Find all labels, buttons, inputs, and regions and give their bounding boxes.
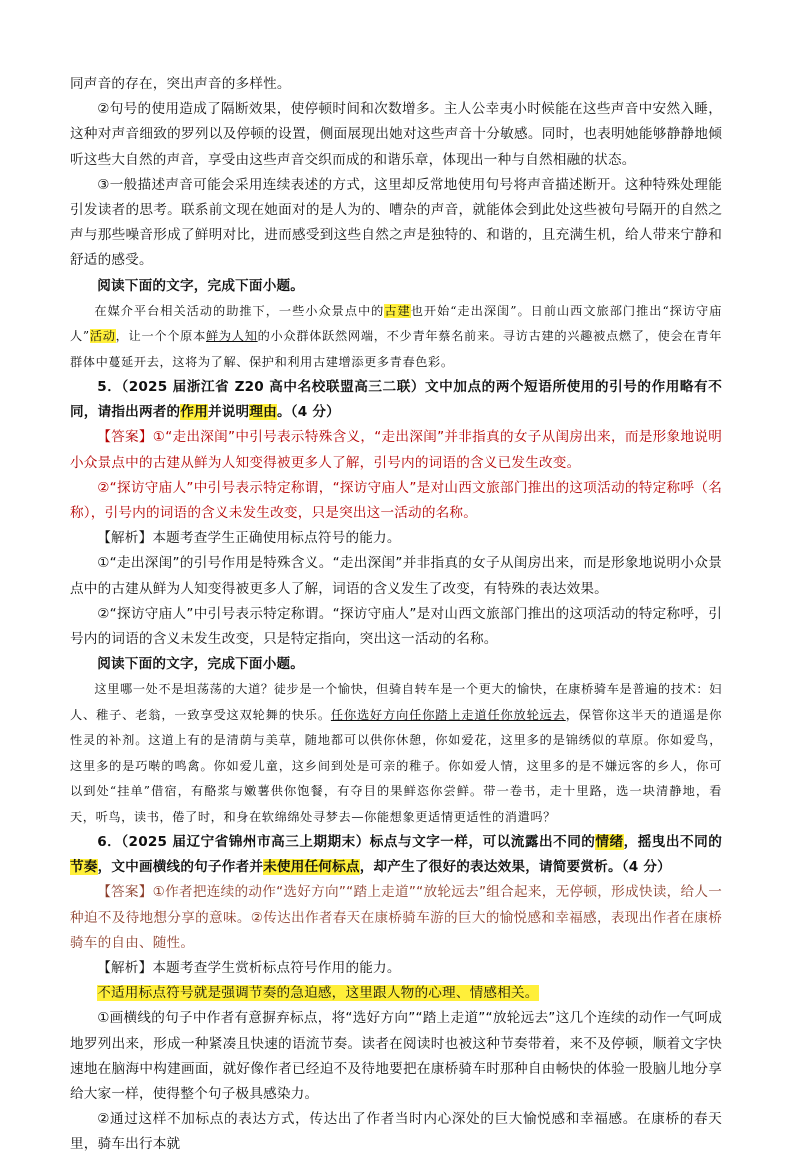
passage-text: 的小众群体跃然网端，不少青年蔡名前来。寻访古建的兴趣被点燃了，使会在青年群体中蔓延开去，这将为了解、保护和利用古建增添更多青春色彩。 (70, 329, 722, 369)
highlight-zuoyong: 作用 (180, 404, 208, 421)
passage-text: 这里哪一处不是坦荡荡的大道？徒步是一个愉快，但骑自转车是一个更大的愉快，在康桥骑车是普遍的技术：妇人、稚子、老翁，一致享受这双轮舞的快乐。 (70, 682, 722, 722)
answer-5-part-2: ②“探访守庙人”中引号表示特定称谓，“探访守庙人”是对山西文旅部门推出的这项活动的特定称呼（名称），引号内的词语的含义未发生改变，只是突出这一活动的名称。 (70, 479, 722, 522)
highlight-liyou: 理由 (249, 404, 277, 421)
answer-5-part-1: 【答案】①“走出深闺”中引号表示特殊含义，“走出深闺”并非指真的女子从闺房出来，而是形象地说明小众景点中的古建从鲜为人知变得被更多人了解，引号内的词语的含义已发生改变。 (70, 429, 722, 471)
question-text: 5．（2025 届浙江省 Z20 高中名校联盟高三二联）文中加点的两个短语所使用的引号的作用略有不同，请指出两者的 (70, 379, 722, 421)
highlight-gujian: 古建 (384, 303, 411, 318)
question-text: 并说明 (207, 404, 250, 421)
analysis-6-point-2: ②通过这样不加标点的表达方式，传达出了作者当时内心深处的巨大愉悦感和幸福感。在康桥的春天里，骑车出行本就 (70, 1111, 722, 1153)
analysis-5-point-2: ②“探访守庙人”中引号表示特定称谓。“探访守庙人”是对山西文旅部门推出的这项活动的特定称呼，引号内的词语的含义未发生改变，只是特定指向，突出这一活动的名称。 (70, 605, 722, 648)
question-text: ，文中画横线的句子作者并 (97, 859, 264, 876)
question-5 (70, 375, 722, 425)
document-page (70, 72, 722, 1158)
question-text: 6．（2025 届辽宁省锦州市高三上期期末）标点与文字一样，可以流露出不同的 (97, 833, 596, 850)
question-6 (70, 830, 722, 880)
reading-passage-1 (70, 299, 722, 375)
analysis-6-point-1: ①画横线的句子中作者有意摒弃标点，将“选好方向”“踏上走道”“放轮远去”这几个连续的动作一气呵成地罗列出来，形成一种紧凑且快速的语流节奏。读者在阅读时也被这种节奏带着，来不及停顿，顺着文字快速地在脑海中构建画面，就好像作者已经迫不及待地要把在康桥骑车时那种自由畅快的体验一股脑儿地分享给大家一样，使得整个句子极具感染力。 (70, 1010, 722, 1102)
reading-instruction: 阅读下面的文字，完成下面小题。 (97, 277, 305, 294)
analysis-5-heading: 【解析】本题考查学生正确使用标点符号的能力。 (97, 530, 401, 547)
passage-text: ，让一个个原本 (115, 329, 206, 344)
analysis-paragraph-3: ③一般描述声音可能会采用连续表述的方式，这里却反常地使用句号将声音描述断开。这种特殊处理能引发读者的思考。联系前文现在她面对的是人为的、嘈杂的声音，就能体会到此处这些被句号隔开的自然之声与那些噪音形成了鲜明对比，进而感受到这些自然之声是独特的、和谐的，且充满生机，给人带来宁静和舒适的感受。 (70, 176, 722, 269)
analysis-6-heading: 【解析】本题考查学生赏析标点符号作用的能力。 (97, 959, 401, 976)
analysis-paragraph-continued: 同声音的存在，突出声音的多样性。 (70, 76, 291, 92)
reading-instruction-2: 阅读下面的文字，完成下面小题。 (97, 656, 305, 673)
reading-passage-2 (70, 677, 722, 829)
passage-text: 也开始“走出深闺”。日前山西文旅部门推出“探访守庙人” (70, 303, 723, 344)
underlined-phrase: 鲜为人知 (205, 329, 258, 344)
question-score: 。（4 分） (276, 404, 340, 421)
highlighted-note: 不适用标点符号就是强调节奏的急迫感，这里跟人物的心理、情感相关。 (97, 985, 539, 1002)
highlight-qingxu: 情绪 (595, 833, 624, 850)
highlight-huodong: 活动 (89, 329, 116, 344)
analysis-6-highlight (70, 981, 722, 1006)
answer-6: 【答案】①作者把连续的动作“选好方向”“踏上走道”“放轮远去”组合起来，无停顿，形成快读，给人一种迫不及待地想分享的意味。②传达出作者春天在康桥骑车游的巨大的愉悦感和幸福感，表现出作者在康桥骑车的自由、随性。 (70, 884, 722, 951)
passage-text: 在媒介平台相关活动的助推下，一些小众景点中的 (94, 303, 385, 318)
analysis-paragraph-2: ②句号的使用造成了隔断效果，使停顿时间和次数增多。主人公幸夷小时候能在这些声音中安然入睡，这种对声音细致的罗列以及停顿的设置，侧面展现出她对这些声音十分敏感。同时，也表明她能够静静地倾听这些大自然的声音，享受由这些声音交织而成的和谐乐章，体现出一种与自然相融的状态。 (70, 101, 722, 168)
question-score: ，却产生了很好的表达效果，请简要赏析。（4 分） (359, 859, 671, 876)
underlined-sentence: 任你选好方向任你踏上走道任你放轮远去 (330, 707, 566, 722)
passage-text: ，保管你这半天的逍遥是你性灵的补剂。这道上有的是清荫与美草，随地都可以供你休憩，你如爱花，这里多的是锦绣似的草原。你如爱鸟，这里多的是巧啭的鸣禽。你如爱儿童，这乡间到处是可亲的稚子。你如爱人情，这里多的是不嫌远客的乡人，你可以到处“挂单”借宿，有酪浆与嫩薯供你饱餐，有夺目的果鲜恣你尝鲜。带一卷书，走十里路，选一块清静地，看天，听鸟，读书，倦了时，和身在软绵绵处寻梦去—你能想象更适情更适性的消遣吗？ (70, 707, 722, 824)
highlight-jiezou: 节奏 (70, 859, 98, 876)
highlight-no-punctuation: 未使用任何标点 (263, 859, 360, 876)
question-text: ，摇曳出不同的 (623, 833, 722, 850)
analysis-5-point-1: ①“走出深闺”的引号作用是特殊含义。“走出深闺”并非指真的女子从闺房出来，而是形象地说明小众景点中的古建从鲜为人知变得被更多人了解，词语的含义发生了改变，有特殊的表达效果。 (70, 555, 722, 597)
